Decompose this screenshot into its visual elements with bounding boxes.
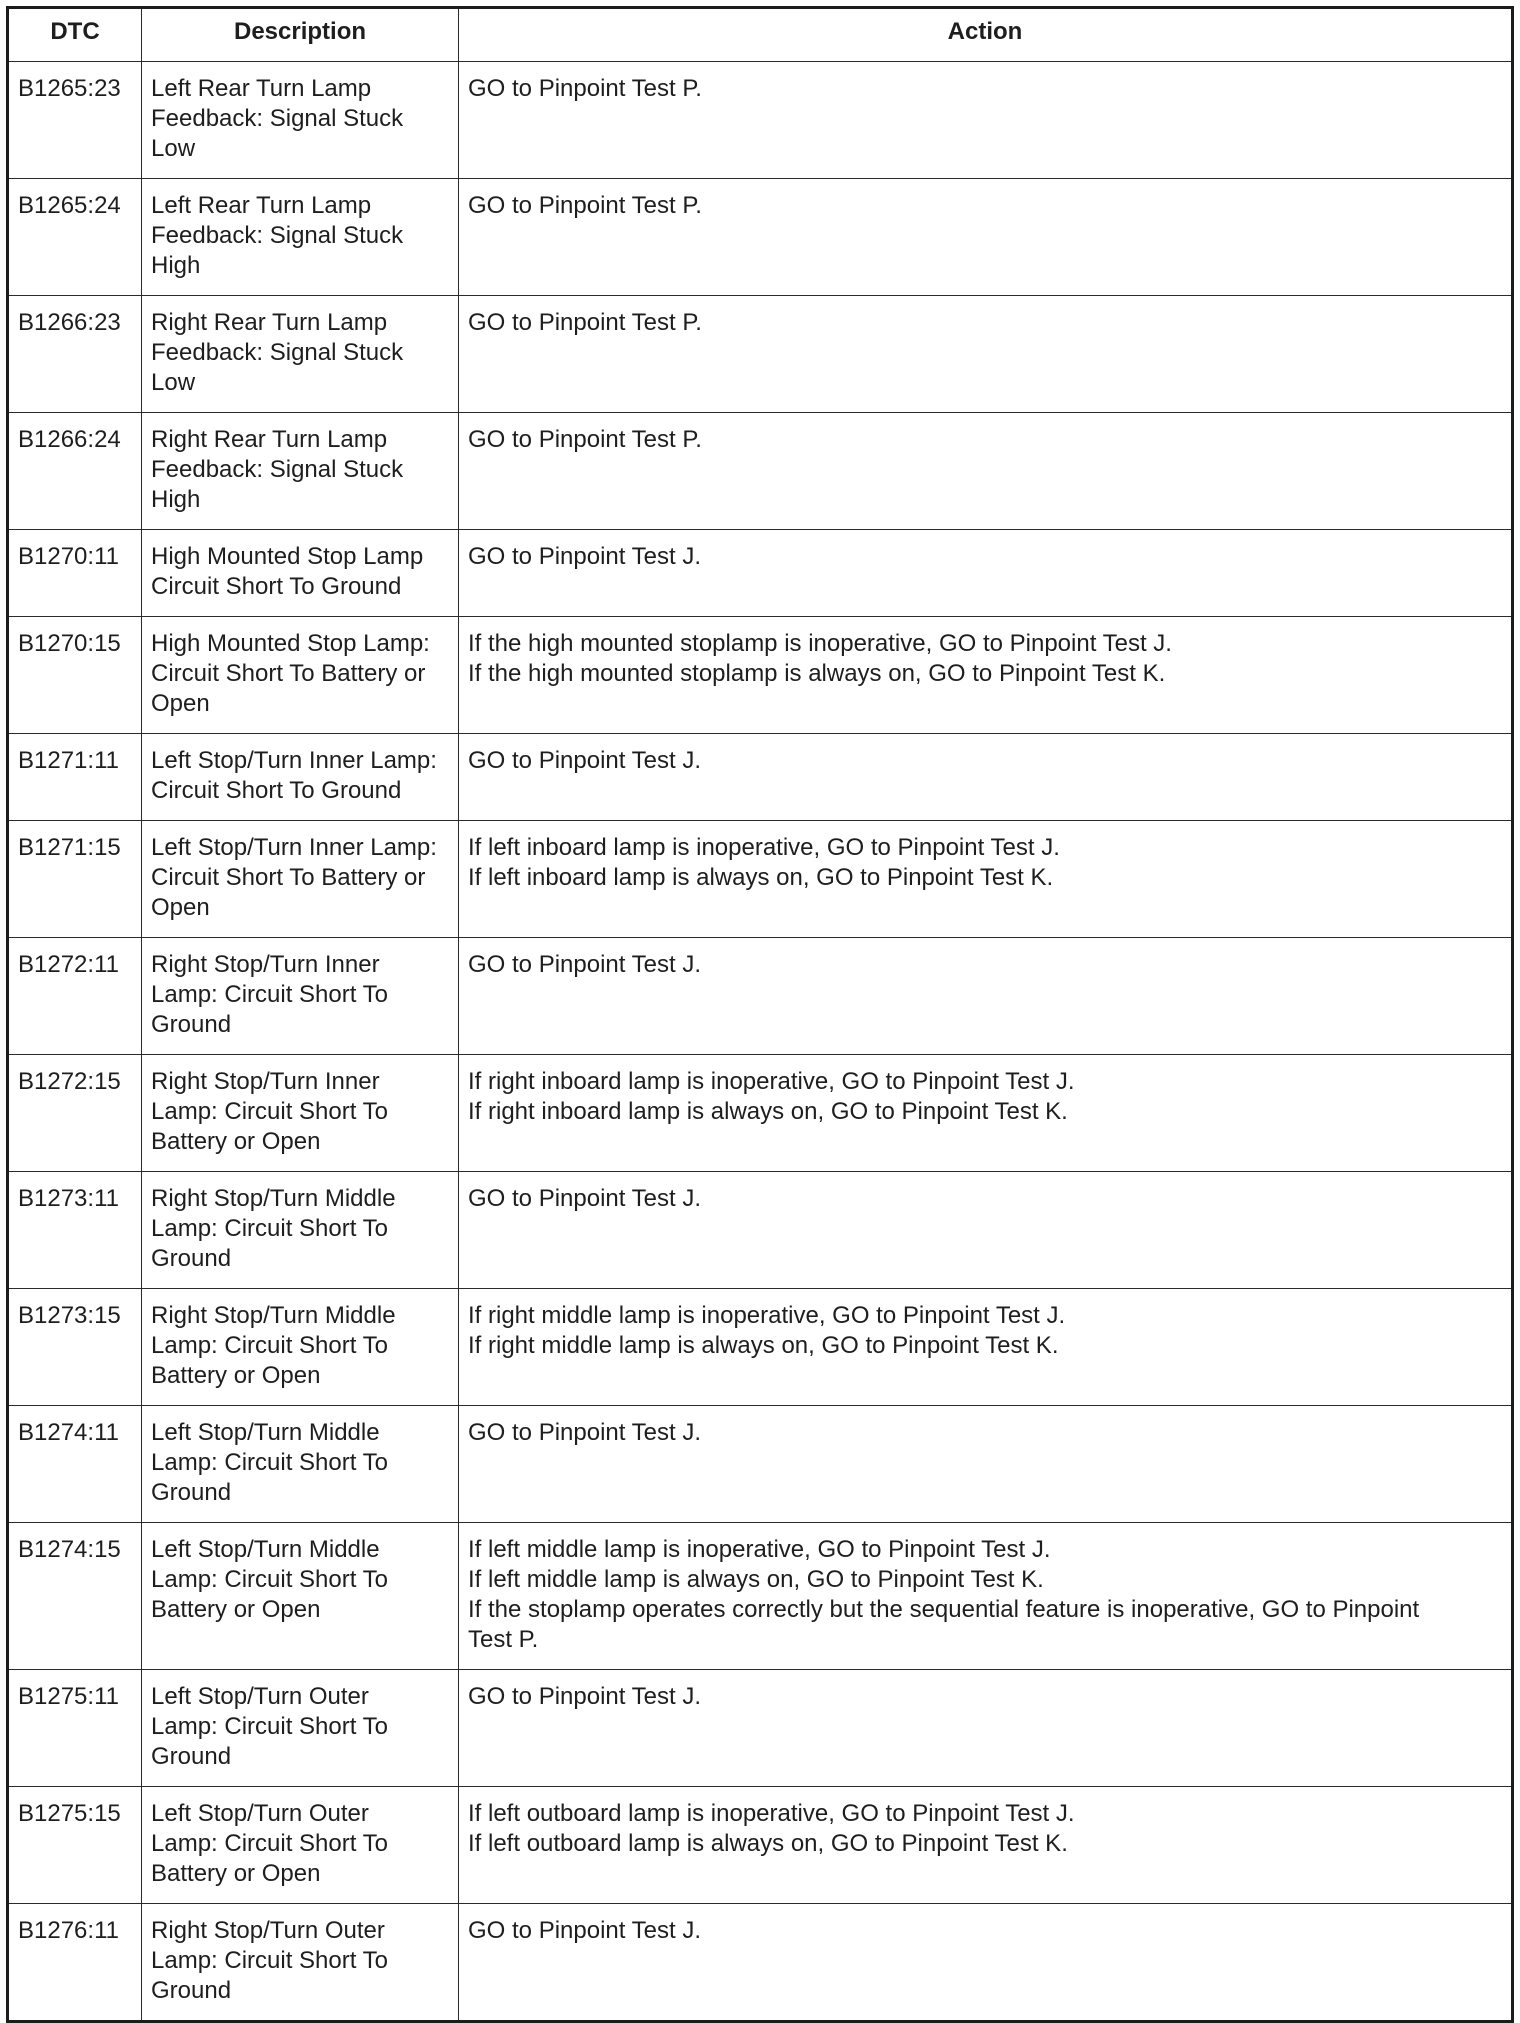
dtc-description [142, 62, 459, 179]
action-line: If left middle lamp is always on, GO to Pinpoint Test K. [468, 1566, 1044, 1593]
description-line: Feedback: Signal Stuck [151, 105, 404, 132]
dtc-action [459, 413, 1513, 530]
dtc-description [142, 1055, 459, 1172]
dtc-action [459, 1055, 1513, 1172]
dtc-description [142, 1172, 459, 1289]
dtc-code: B1270:11 [8, 530, 142, 617]
description-line: Ground [151, 1479, 232, 1506]
dtc-code: B1272:15 [8, 1055, 142, 1172]
dtc-description [142, 179, 459, 296]
action-line: GO to Pinpoint Test J. [468, 747, 702, 774]
table-row [8, 62, 1513, 179]
description-line: Left Rear Turn Lamp [151, 75, 372, 102]
dtc-code: B1270:15 [8, 617, 142, 734]
action-line: GO to Pinpoint Test J. [468, 951, 702, 978]
dtc-code: B1275:15 [8, 1787, 142, 1904]
description-line: Right Stop/Turn Middle [151, 1185, 396, 1212]
description-line: Open [151, 690, 210, 717]
table-row [8, 413, 1513, 530]
description-line: High [151, 252, 201, 279]
table-row [8, 617, 1513, 734]
table-row [8, 1289, 1513, 1406]
description-line: Ground [151, 1011, 232, 1038]
dtc-description [142, 734, 459, 821]
dtc-description [142, 413, 459, 530]
action-line: Test P. [468, 1626, 539, 1653]
dtc-action [459, 1172, 1513, 1289]
description-line: Left Stop/Turn Outer [151, 1683, 369, 1710]
action-line: GO to Pinpoint Test J. [468, 1917, 702, 1944]
action-line: If the high mounted stoplamp is always on, GO to Pinpoint Test K. [468, 660, 1166, 687]
description-line: Right Stop/Turn Inner [151, 1068, 380, 1095]
description-line: Ground [151, 1977, 232, 2004]
description-line: Lamp: Circuit Short To [151, 1566, 388, 1593]
description-line: Low [151, 135, 196, 162]
description-line: Right Stop/Turn Middle [151, 1302, 396, 1329]
description-line: Left Rear Turn Lamp [151, 192, 372, 219]
dtc-action [459, 62, 1513, 179]
action-line: If the high mounted stoplamp is inoperative, GO to Pinpoint Test J. [468, 630, 1172, 657]
dtc-description [142, 1523, 459, 1670]
action-line: If left inboard lamp is always on, GO to Pinpoint Test K. [468, 864, 1054, 891]
dtc-code: B1275:11 [8, 1670, 142, 1787]
description-line: Ground [151, 1245, 232, 1272]
table-header [8, 8, 1513, 62]
dtc-action [459, 821, 1513, 938]
description-line: High Mounted Stop Lamp [151, 543, 424, 570]
dtc-action [459, 1406, 1513, 1523]
table-row [8, 1406, 1513, 1523]
description-line: Battery or Open [151, 1860, 321, 1887]
dtc-action [459, 1787, 1513, 1904]
table-row [8, 1055, 1513, 1172]
dtc-action [459, 296, 1513, 413]
dtc-action [459, 179, 1513, 296]
dtc-description [142, 821, 459, 938]
dtc-description [142, 1904, 459, 2022]
description-line: Right Stop/Turn Outer [151, 1917, 385, 1944]
description-line: Lamp: Circuit Short To [151, 1449, 388, 1476]
header-dtc: DTC [8, 8, 142, 62]
description-line: Lamp: Circuit Short To [151, 1947, 388, 1974]
dtc-code: B1273:15 [8, 1289, 142, 1406]
table-row [8, 179, 1513, 296]
action-line: GO to Pinpoint Test P. [468, 75, 702, 102]
dtc-action [459, 530, 1513, 617]
action-line: GO to Pinpoint Test P. [468, 309, 702, 336]
header-row [8, 8, 1513, 62]
dtc-action [459, 1904, 1513, 2022]
description-line: Lamp: Circuit Short To [151, 1098, 388, 1125]
action-line: If the stoplamp operates correctly but the sequential feature is inoperative, GO to Pinpoint [468, 1596, 1420, 1623]
description-line: Open [151, 894, 210, 921]
description-line: Lamp: Circuit Short To [151, 981, 388, 1008]
description-line: Left Stop/Turn Inner Lamp: [151, 747, 437, 774]
dtc-code: B1274:11 [8, 1406, 142, 1523]
description-line: Lamp: Circuit Short To [151, 1215, 388, 1242]
table-row [8, 1172, 1513, 1289]
action-line: If right middle lamp is always on, GO to Pinpoint Test K. [468, 1332, 1059, 1359]
action-line: GO to Pinpoint Test J. [468, 1683, 702, 1710]
dtc-code: B1273:11 [8, 1172, 142, 1289]
table-row [8, 1787, 1513, 1904]
dtc-action [459, 1523, 1513, 1670]
dtc-description [142, 1787, 459, 1904]
description-line: Left Stop/Turn Outer [151, 1800, 369, 1827]
dtc-code: B1265:23 [8, 62, 142, 179]
dtc-description [142, 617, 459, 734]
dtc-description [142, 1406, 459, 1523]
table-row [8, 1904, 1513, 2022]
action-line: If right inboard lamp is always on, GO to Pinpoint Test K. [468, 1098, 1068, 1125]
action-line: GO to Pinpoint Test J. [468, 543, 702, 570]
action-line: GO to Pinpoint Test J. [468, 1185, 702, 1212]
action-line: If right middle lamp is inoperative, GO to Pinpoint Test J. [468, 1302, 1066, 1329]
dtc-table [6, 6, 1514, 2023]
description-line: Lamp: Circuit Short To [151, 1713, 388, 1740]
description-line: Feedback: Signal Stuck [151, 222, 404, 249]
description-line: Left Stop/Turn Middle [151, 1419, 380, 1446]
dtc-description [142, 938, 459, 1055]
table-row [8, 1523, 1513, 1670]
description-line: Left Stop/Turn Inner Lamp: [151, 834, 437, 861]
description-line: Low [151, 369, 196, 396]
description-line: Left Stop/Turn Middle [151, 1536, 380, 1563]
action-line: GO to Pinpoint Test P. [468, 426, 702, 453]
dtc-code: B1271:11 [8, 734, 142, 821]
header-description: Description [142, 8, 459, 62]
description-line: Circuit Short To Battery or [151, 864, 426, 891]
dtc-code: B1272:11 [8, 938, 142, 1055]
description-line: High Mounted Stop Lamp: [151, 630, 430, 657]
action-line: If left outboard lamp is inoperative, GO to Pinpoint Test J. [468, 1800, 1075, 1827]
dtc-action [459, 938, 1513, 1055]
description-line: Lamp: Circuit Short To [151, 1332, 388, 1359]
dtc-code: B1276:11 [8, 1904, 142, 2022]
dtc-code: B1271:15 [8, 821, 142, 938]
dtc-code: B1266:23 [8, 296, 142, 413]
table-row [8, 296, 1513, 413]
dtc-action [459, 617, 1513, 734]
table-row [8, 938, 1513, 1055]
description-line: High [151, 486, 201, 513]
description-line: Circuit Short To Ground [151, 573, 402, 600]
dtc-code: B1265:24 [8, 179, 142, 296]
table-row [8, 821, 1513, 938]
action-line: If left middle lamp is inoperative, GO to Pinpoint Test J. [468, 1536, 1051, 1563]
table-row [8, 1670, 1513, 1787]
description-line: Lamp: Circuit Short To [151, 1830, 388, 1857]
description-line: Circuit Short To Ground [151, 777, 402, 804]
dtc-description [142, 1289, 459, 1406]
action-line: If left outboard lamp is always on, GO to Pinpoint Test K. [468, 1830, 1068, 1857]
table-body [8, 62, 1513, 2022]
description-line: Feedback: Signal Stuck [151, 339, 404, 366]
dtc-code: B1274:15 [8, 1523, 142, 1670]
header-action: Action [459, 8, 1513, 62]
action-line: GO to Pinpoint Test J. [468, 1419, 702, 1446]
action-line: If left inboard lamp is inoperative, GO to Pinpoint Test J. [468, 834, 1060, 861]
dtc-action [459, 1289, 1513, 1406]
description-line: Battery or Open [151, 1362, 321, 1389]
table-row [8, 734, 1513, 821]
description-line: Battery or Open [151, 1596, 321, 1623]
dtc-description [142, 296, 459, 413]
description-line: Ground [151, 1743, 232, 1770]
dtc-description [142, 1670, 459, 1787]
description-line: Right Rear Turn Lamp [151, 426, 388, 453]
description-line: Right Rear Turn Lamp [151, 309, 388, 336]
description-line: Battery or Open [151, 1128, 321, 1155]
action-line: GO to Pinpoint Test P. [468, 192, 702, 219]
description-line: Right Stop/Turn Inner [151, 951, 380, 978]
description-line: Feedback: Signal Stuck [151, 456, 404, 483]
dtc-action [459, 1670, 1513, 1787]
dtc-action [459, 734, 1513, 821]
table-row [8, 530, 1513, 617]
dtc-code: B1266:24 [8, 413, 142, 530]
action-line: If right inboard lamp is inoperative, GO to Pinpoint Test J. [468, 1068, 1075, 1095]
description-line: Circuit Short To Battery or [151, 660, 426, 687]
dtc-description [142, 530, 459, 617]
